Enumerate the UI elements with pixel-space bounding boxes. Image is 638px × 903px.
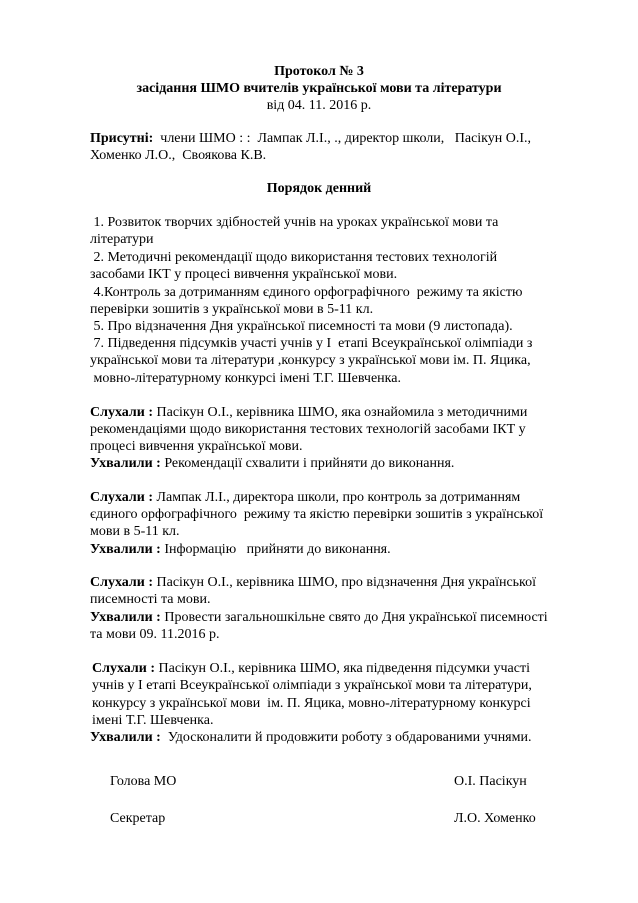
agenda-line: української мови та літератури ,конкурсу з української мови ім. П. Яцика, [90, 353, 531, 368]
present-label: Присутні: [90, 131, 154, 146]
heard-line: єдиного орфографічного режиму та якістю перевірки зошитів з української [90, 507, 544, 522]
heard-label: Слухали : [90, 575, 153, 590]
heard-line: мови в 5-11 кл. [90, 524, 180, 539]
heard-label: Слухали : [90, 490, 153, 505]
heard-line: рекомендаціями щодо використання тестових технологій засобами ІКТ у [90, 422, 526, 437]
agenda-title: Порядок денний [266, 181, 372, 196]
heard-line: Слухали : Лампак Л.І., директора школи, про контроль за дотриманням [90, 490, 521, 505]
present-line-1: Присутні: члени ШМО : : Лампак Л.І., ., директор школи, Пасікун О.І., [90, 131, 532, 146]
agenda-line: 2. Методичні рекомендації щодо використання тестових технологій [90, 250, 498, 265]
heard-line: писемності та мови. [90, 592, 211, 607]
agenda-line: перевірки зошитів з української мови в 5-11 кл. [90, 302, 374, 317]
resolved-line: Ухвалили : Інформацію прийняти до виконання. [90, 542, 391, 557]
heard-line: Слухали : Пасікун О.І., керівника ШМО, про відзначення Дня української [90, 575, 537, 590]
agenda-line: 4.Контроль за дотриманням єдиного орфографічного режиму та якістю [90, 285, 523, 300]
signature-name: О.І. Пасікун [454, 774, 527, 789]
heard-label: Слухали : [92, 661, 155, 676]
resolved-line: Ухвалили : Рекомендації схвалити і прийняти до виконання. [90, 456, 455, 471]
signature-role: Голова МО [110, 774, 177, 789]
agenda-line: 7. Підведення підсумків участі учнів у І етапі Всеукраїнської олімпіади з [90, 336, 533, 351]
resolved-line: Ухвалили : Провести загальношкільне свято до Дня української писемності [90, 610, 548, 625]
signature-name: Л.О. Хоменко [454, 811, 536, 826]
agenda-line: мовно-літературному конкурсі імені Т.Г. Шевченка. [90, 371, 401, 386]
heard-line: імені Т.Г. Шевченка. [92, 713, 214, 728]
resolved-label: Ухвалили : [90, 610, 161, 625]
protocol-date: від 04. 11. 2016 р. [266, 98, 372, 113]
agenda-line: літератури [90, 232, 154, 247]
heard-line: Слухали : Пасікун О.І., керівника ШМО, яка ознайомила з методичними [90, 405, 528, 420]
heard-label: Слухали : [90, 405, 153, 420]
present-line-2: Хоменко Л.О., Своякова К.В. [90, 148, 267, 163]
resolved-line: та мови 09. 11.2016 р. [90, 627, 220, 642]
agenda-line: засобами ІКТ у процесі вивчення української мови. [90, 267, 398, 282]
protocol-title: Протокол № 3 [274, 64, 364, 79]
heard-line: конкурсу з української мови ім. П. Яцика, мовно-літературному конкурсі [92, 696, 531, 711]
heard-line: Слухали : Пасікун О.І., керівника ШМО, яка підведення підсумки участі [92, 661, 530, 676]
resolved-line: Ухвалили : Удосконалити й продовжити роботу з обдарованими учнями. [90, 730, 532, 745]
protocol-subtitle: засідання ШМО вчителів української мови та літератури [136, 81, 502, 96]
resolved-label: Ухвалили : [90, 542, 161, 557]
resolved-label: Ухвалили : [90, 456, 161, 471]
resolved-label: Ухвалили : [90, 730, 161, 745]
signature-role: Секретар [110, 811, 166, 826]
agenda-line: 1. Розвиток творчих здібностей учнів на уроках української мови та [90, 215, 499, 230]
heard-line: процесі вивчення української мови. [90, 439, 303, 454]
heard-line: учнів у І етапі Всеукраїнської олімпіади з української мови та літератури, [92, 678, 532, 693]
agenda-line: 5. Про відзначення Дня української писемності та мови (9 листопада). [90, 319, 513, 334]
